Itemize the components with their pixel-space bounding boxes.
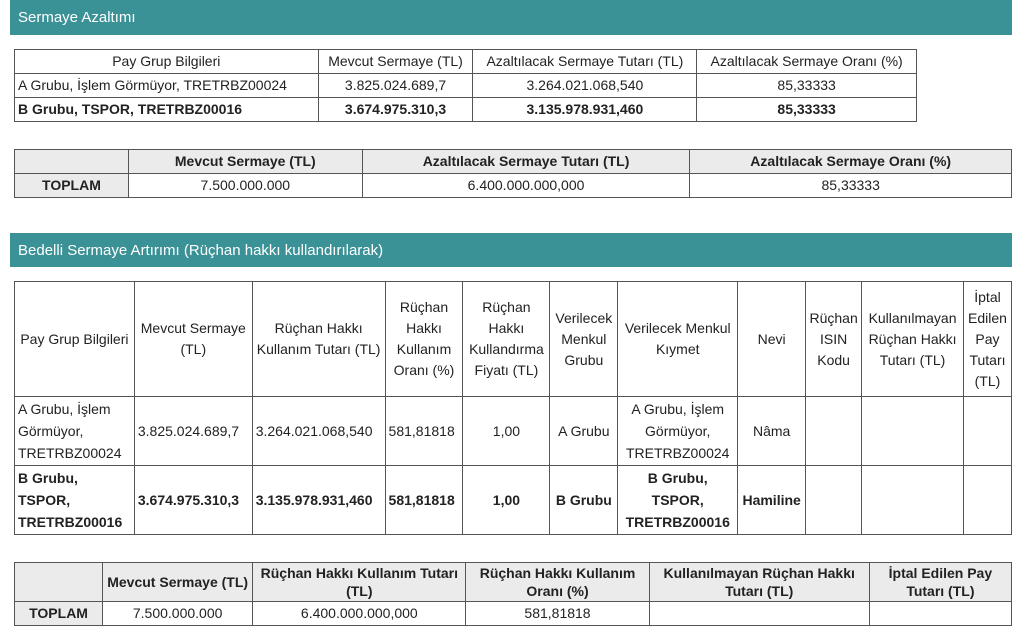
empty-corner-cell [15, 563, 103, 602]
capital-reduction-table [14, 49, 917, 122]
column-header: Rüçhan Hakkı Kullandırma Fiyatı (TL) [463, 282, 550, 397]
column-header: Mevcut Sermaye (TL) [128, 150, 362, 174]
table-row [15, 466, 1012, 535]
total-row [15, 602, 1012, 626]
table-cell: A Grubu, İşlem Görmüyor, TRETRBZ00024 [15, 397, 135, 466]
table-cell: 3.264.021.068,540 [252, 397, 385, 466]
section-header-capital-reduction [10, 0, 1012, 35]
table-cell: 581,81818 [385, 397, 463, 466]
column-header: Nevi [738, 282, 806, 397]
table-cell: A Grubu, İşlem Görmüyor, TRETRBZ00024 [618, 397, 738, 466]
table-cell: 3.264.021.068,540 [473, 74, 697, 98]
table-cell: B Grubu, TSPOR, TRETRBZ00016 [618, 466, 738, 535]
column-header: Pay Grup Bilgileri [15, 282, 135, 397]
table-row [15, 74, 917, 98]
column-header: Kullanılmayan Rüçhan Hakkı Tutarı (TL) [862, 282, 964, 397]
column-header: Rüçhan Hakkı Kullanım Tutarı (TL) [252, 282, 385, 397]
table-row [15, 397, 1012, 466]
table-header-row [15, 150, 1012, 174]
table-cell: 85,33333 [697, 98, 917, 122]
table-cell: B Grubu, TSPOR, TRETRBZ00016 [15, 98, 319, 122]
section-header-rights-issue [10, 233, 1012, 267]
table-cell: 581,81818 [385, 466, 463, 535]
column-header: Rüçhan Hakkı Kullanım Oranı (%) [466, 563, 649, 602]
total-cell [649, 602, 869, 626]
table-cell: 3.825.024.689,7 [134, 397, 252, 466]
empty-corner-cell [15, 150, 129, 174]
capital-reduction-total-table [14, 149, 1012, 198]
total-cell: 6.400.000.000,000 [362, 174, 690, 198]
total-cell: 7.500.000.000 [103, 602, 253, 626]
table-cell [862, 466, 964, 535]
table-cell: 1,00 [463, 397, 550, 466]
table-cell [806, 466, 862, 535]
total-row [15, 174, 1012, 198]
table-cell [806, 397, 862, 466]
rights-issue-table [14, 281, 1012, 535]
column-header: Verilecek Menkul Kıymet [618, 282, 738, 397]
table-cell: 3.674.975.310,3 [318, 98, 473, 122]
total-label: TOPLAM [15, 602, 103, 626]
table-cell: 1,00 [463, 466, 550, 535]
column-header: Azaltılacak Sermaye Oranı (%) [697, 50, 917, 74]
rights-issue-total-table [14, 562, 1012, 626]
table-cell [862, 397, 964, 466]
column-header: Pay Grup Bilgileri [15, 50, 319, 74]
column-header: Rüçhan ISIN Kodu [806, 282, 862, 397]
column-header: Mevcut Sermaye (TL) [103, 563, 253, 602]
column-header: Kullanılmayan Rüçhan Hakkı Tutarı (TL) [649, 563, 869, 602]
total-cell: 6.400.000.000,000 [253, 602, 466, 626]
table-row [15, 98, 917, 122]
total-cell: 7.500.000.000 [128, 174, 362, 198]
table-header-row [15, 282, 1012, 397]
table-cell: B Grubu [550, 466, 618, 535]
column-header: Mevcut Sermaye (TL) [318, 50, 473, 74]
section-title: Bedelli Sermaye Artırımı (Rüçhan hakkı kullandırılarak) [18, 241, 384, 259]
section-title: Sermaye Azaltımı [18, 9, 136, 26]
table-header-row [15, 563, 1012, 602]
total-label: TOPLAM [15, 174, 129, 198]
total-cell [869, 602, 1011, 626]
table-cell: Hamiline [738, 466, 806, 535]
table-cell: A Grubu, İşlem Görmüyor, TRETRBZ00024 [15, 74, 319, 98]
column-header: Azaltılacak Sermaye Tutarı (TL) [473, 50, 697, 74]
table-cell: Nâma [738, 397, 806, 466]
column-header: Azaltılacak Sermaye Tutarı (TL) [362, 150, 690, 174]
column-header: Azaltılacak Sermaye Oranı (%) [690, 150, 1012, 174]
total-cell: 85,33333 [690, 174, 1012, 198]
column-header: Mevcut Sermaye (TL) [134, 282, 252, 397]
table-cell [963, 397, 1011, 466]
column-header: İptal Edilen Pay Tutarı (TL) [869, 563, 1011, 602]
table-header-row [15, 50, 917, 74]
column-header: Verilecek Menkul Grubu [550, 282, 618, 397]
table-cell: 3.825.024.689,7 [318, 74, 473, 98]
table-cell: A Grubu [550, 397, 618, 466]
table-cell: 85,33333 [697, 74, 917, 98]
table-cell: B Grubu, TSPOR, TRETRBZ00016 [15, 466, 135, 535]
total-cell: 581,81818 [466, 602, 649, 626]
table-cell [963, 466, 1011, 535]
column-header: Rüçhan Hakkı Kullanım Oranı (%) [385, 282, 463, 397]
table-cell: 3.135.978.931,460 [252, 466, 385, 535]
table-cell: 3.674.975.310,3 [134, 466, 252, 535]
column-header: Rüçhan Hakkı Kullanım Tutarı (TL) [253, 563, 466, 602]
column-header: İptal Edilen Pay Tutarı (TL) [963, 282, 1011, 397]
table-cell: 3.135.978.931,460 [473, 98, 697, 122]
